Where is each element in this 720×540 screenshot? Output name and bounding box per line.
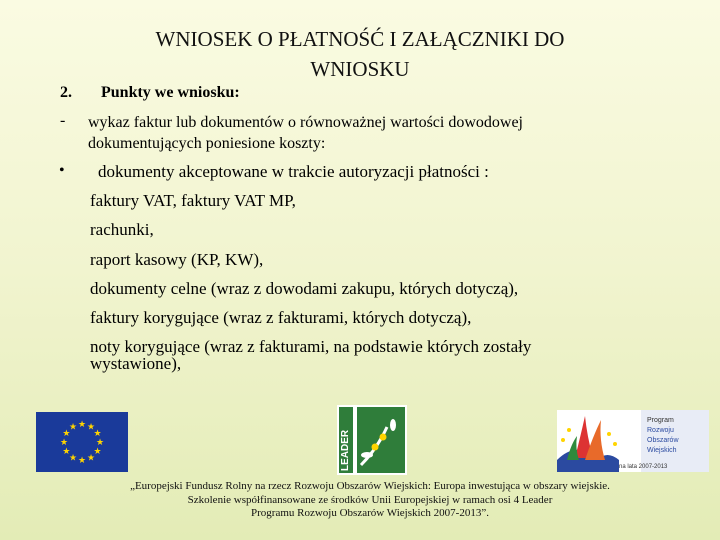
footer-line-3: Programu Rozwoju Obszarów Wiejskich 2007-2013”. xyxy=(251,507,489,519)
leader-logo-text: LEADER xyxy=(340,429,351,471)
prow-line-2: Rozwoju xyxy=(647,427,674,434)
eu-star-icon: ★ xyxy=(62,446,71,456)
document-list-item: rachunki, xyxy=(90,220,154,240)
dash-item-line-2: dokumentujących poniesione koszty: xyxy=(88,135,326,152)
footer-credits xyxy=(100,480,640,521)
document-list-heading: dokumenty akceptowane w trakcie autoryzacji płatności : xyxy=(98,162,489,181)
document-list xyxy=(90,160,531,382)
document-list-item-continuation: wystawione), xyxy=(90,354,182,374)
eu-star-icon: ★ xyxy=(59,437,69,447)
prow-years: na lata 2007-2013 xyxy=(619,464,668,470)
dash-item-text xyxy=(88,112,523,154)
title-line-2: WNIOSKU xyxy=(310,57,410,81)
footer-line-1: „Europejski Fundusz Rolny na rzecz Rozwoju Obszarów Wiejskich: Europa inwestująca w obszary wiejskie. xyxy=(130,480,610,492)
dash-item-line-1: wykaz faktur lub dokumentów o równoważnej wartości dowodowej xyxy=(88,114,523,131)
eu-star-icon: ★ xyxy=(95,437,105,447)
eu-star-icon: ★ xyxy=(93,446,102,456)
document-list-item: faktury korygujące (wraz z fakturami, których dotyczą), xyxy=(90,307,472,327)
leader-logo xyxy=(337,405,407,475)
eu-star-icon: ★ xyxy=(68,452,78,463)
dash-marker: - xyxy=(60,112,66,129)
prow-line-4: Wiejskich xyxy=(647,447,677,454)
document-list-item: raport kasowy (KP, KW), xyxy=(90,249,264,269)
eu-star-icon: ★ xyxy=(68,421,78,432)
prow-line-1: Program xyxy=(647,417,674,424)
eu-star-icon: ★ xyxy=(93,428,102,438)
section-number: 2. xyxy=(60,84,72,101)
eu-star-icon: ★ xyxy=(77,419,87,429)
bullet-marker: • xyxy=(59,162,65,179)
section-heading: Punkty we wniosku: xyxy=(101,84,240,101)
title-line-1: WNIOSEK O PŁATNOŚĆ I ZAŁĄCZNIKI DO xyxy=(155,27,565,51)
prow-logo xyxy=(557,410,709,472)
document-list-item: noty korygujące (wraz z fakturami, na podstawie których zostały xyxy=(90,337,532,357)
prow-line-3: Obszarów xyxy=(647,437,679,444)
eu-flag-logo xyxy=(36,412,128,472)
document-list-item: faktury VAT, faktury VAT MP, xyxy=(90,191,296,211)
eu-star-icon: ★ xyxy=(77,455,87,465)
page-title xyxy=(100,24,620,84)
prow-icon xyxy=(557,410,709,472)
eu-stars-icon xyxy=(36,412,128,472)
eu-star-icon: ★ xyxy=(62,428,71,438)
document-list-item: dokumenty celne (wraz z dowodami zakupu, których dotyczą), xyxy=(90,278,519,298)
eu-star-icon: ★ xyxy=(86,421,96,432)
leader-icon xyxy=(337,405,407,475)
eu-star-icon: ★ xyxy=(86,452,96,463)
footer-line-2: Szkolenie współfinansowane ze środków Unii Europejskiej w ramach osi 4 Leader xyxy=(187,493,553,506)
